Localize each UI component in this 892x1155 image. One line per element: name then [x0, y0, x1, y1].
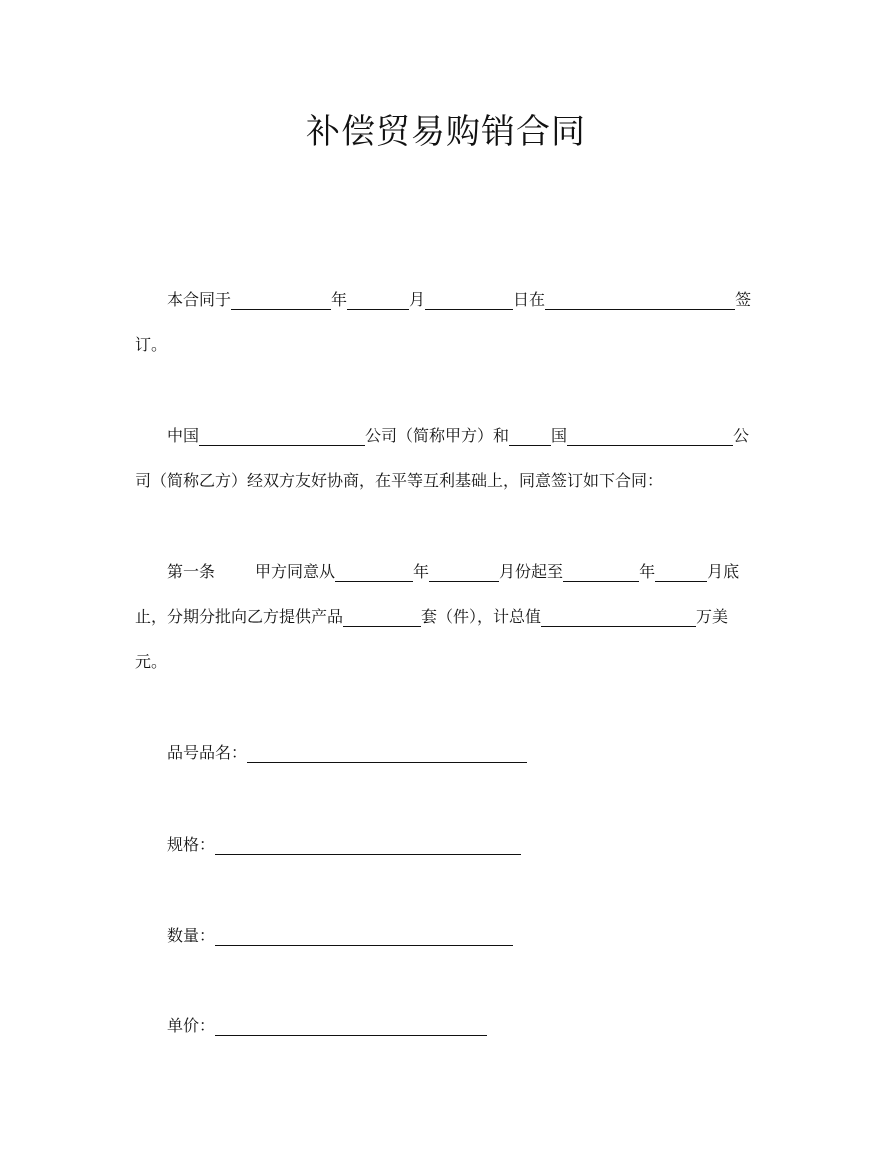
field-spec-line: [215, 836, 521, 855]
blank-start-month: [429, 563, 499, 582]
para2-text-3: 国: [551, 426, 568, 445]
field-spec-label: 规格：: [167, 835, 216, 854]
article-number: 第一条: [167, 562, 216, 581]
blank-product-sets: [343, 608, 421, 627]
para1-text-4: 日在: [513, 290, 546, 309]
field-spec: [167, 835, 521, 855]
document-title: 补偿贸易购销合同: [306, 112, 586, 152]
field-price: [167, 1016, 487, 1036]
blank-sign-place: [545, 291, 735, 310]
para2-line1: [167, 426, 749, 446]
blank-party-b-company: [567, 427, 733, 446]
field-price-label: 单价：: [167, 1016, 216, 1035]
field-quantity-label: 数量：: [167, 926, 216, 945]
para1-text-3: 月: [409, 290, 426, 309]
para3-text-9: 万美: [696, 607, 729, 626]
para3-text-6: 月底: [707, 562, 740, 581]
para2-text-2: 公司（简称甲方）和: [365, 426, 510, 445]
para3-text-2: 甲方同意从: [255, 562, 336, 581]
para3-text-3: 年: [413, 562, 430, 581]
para1-text-2: 年: [331, 290, 348, 309]
blank-sign-year: [231, 291, 331, 310]
blank-start-year: [335, 563, 413, 582]
para1-text-5: 签: [735, 290, 752, 309]
field-product-label: 品号品名：: [167, 743, 248, 762]
para1-line2: [135, 335, 167, 355]
para2-text-4: 公: [733, 426, 750, 445]
blank-party-b-country: [509, 427, 551, 446]
blank-end-month: [655, 563, 707, 582]
blank-party-a-company: [199, 427, 365, 446]
blank-sign-day: [425, 291, 513, 310]
blank-sign-month: [347, 291, 409, 310]
para2-line2: [135, 471, 663, 491]
para3-text-10: 元。: [135, 652, 168, 671]
blank-total-value: [541, 608, 696, 627]
field-product-line: [247, 744, 527, 763]
field-quantity-line: [215, 927, 513, 946]
para3-line3: [135, 652, 167, 672]
para3-text-4: 月份起至: [499, 562, 564, 581]
blank-end-year: [563, 563, 639, 582]
para1-line1: [167, 290, 751, 310]
field-product: [167, 743, 527, 763]
field-quantity: [167, 926, 513, 946]
para1-text-6: 订。: [135, 335, 168, 354]
field-price-line: [215, 1017, 487, 1036]
para1-text-1: 本合同于: [167, 290, 232, 309]
para3-text-5: 年: [639, 562, 656, 581]
para3-line1: [167, 562, 739, 582]
para2-text-1: 中国: [167, 426, 200, 445]
para3-text-8: 套（件），计总值: [421, 607, 542, 626]
para3-line2: [135, 607, 728, 627]
para2-text-5: 司（简称乙方）经双方友好协商，在平等互利基础上，同意签订如下合同：: [135, 471, 664, 490]
para3-text-7: 止，分期分批向乙方提供产品: [135, 607, 344, 626]
